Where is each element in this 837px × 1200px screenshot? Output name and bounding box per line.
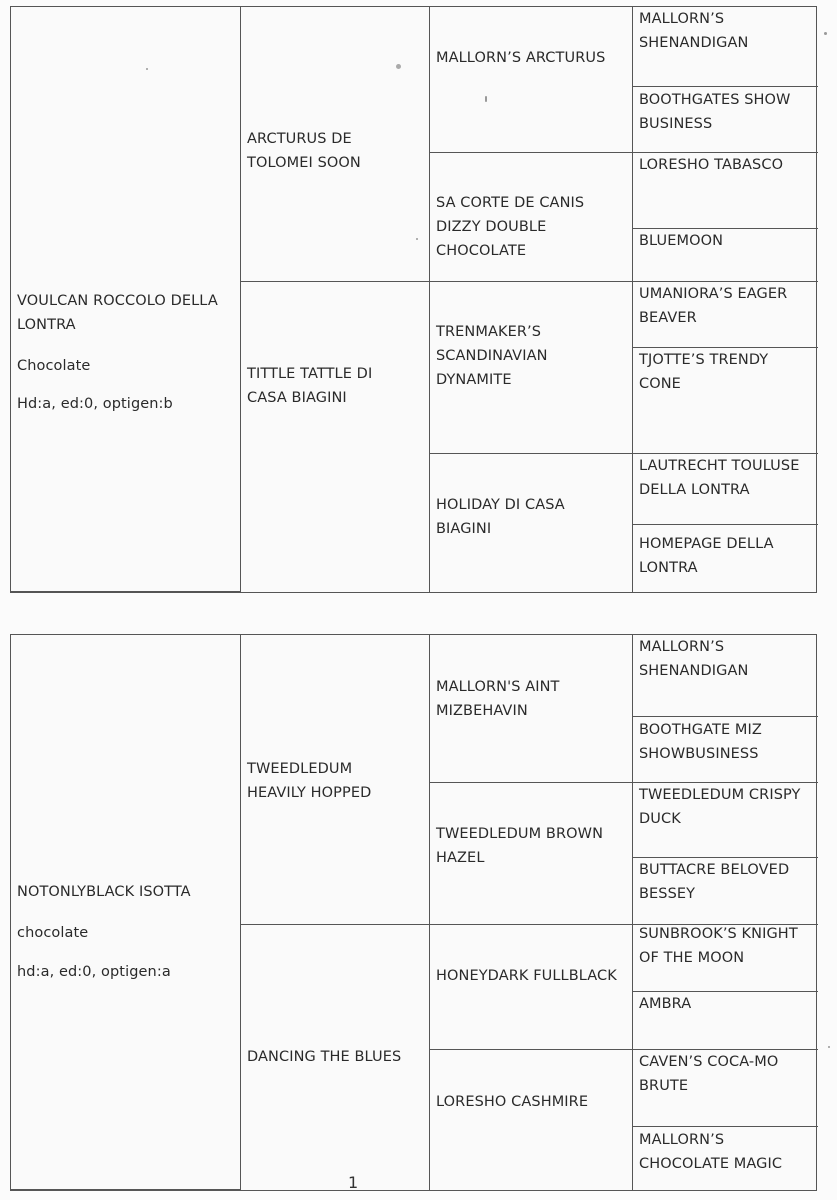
great-grandparent-name: TWEEDLEDUM CRISPY DUCK bbox=[639, 787, 801, 827]
subject-health: hd:a, ed:0, optigen:a bbox=[17, 964, 171, 980]
subject-color: Chocolate bbox=[17, 358, 91, 374]
great-grandparent-name: CAVEN’S COCA-MO BRUTE bbox=[639, 1054, 779, 1094]
great-grandparent-cell bbox=[633, 229, 818, 282]
great-grandparent-name: BLUEMOON bbox=[639, 233, 724, 249]
granddam-name: TWEEDLEDUM BROWN HAZEL bbox=[436, 826, 604, 866]
great-grandparent-name: UMANIORA’S EAGER BEAVER bbox=[639, 286, 788, 326]
great-grandparent-cell bbox=[633, 282, 818, 348]
grandsire-cell bbox=[430, 925, 633, 1050]
granddam-cell bbox=[430, 1050, 633, 1190]
sire-name: TWEEDLEDUM HEAVILY HOPPED bbox=[247, 761, 372, 801]
great-grandparent-name: MALLORN’S SHENANDIGAN bbox=[639, 639, 749, 679]
scan-speck bbox=[824, 32, 827, 35]
great-grandparent-name: BOOTHGATES SHOW BUSINESS bbox=[639, 92, 791, 132]
great-grandparent-name: AMBRA bbox=[639, 996, 692, 1012]
dam-cell bbox=[241, 925, 430, 1190]
great-grandparent-name: HOMEPAGE DELLA LONTRA bbox=[639, 536, 774, 576]
great-grandparent-name: MALLORN’S SHENANDIGAN bbox=[639, 11, 749, 51]
pedigree-table-1 bbox=[10, 6, 817, 593]
scan-speck bbox=[416, 238, 418, 240]
great-grandparent-name: MALLORN’S CHOCOLATE MAGIC bbox=[639, 1132, 783, 1172]
grandsire-cell bbox=[430, 282, 633, 454]
grandsire-name: HONEYDARK FULLBLACK bbox=[436, 968, 617, 984]
great-grandparent-name: BOOTHGATE MIZ SHOWBUSINESS bbox=[639, 722, 762, 762]
sire-name: ARCTURUS DE TOLOMEI SOON bbox=[247, 131, 361, 171]
great-grandparent-cell bbox=[633, 858, 818, 925]
great-grandparent-cell bbox=[633, 348, 818, 454]
scan-speck bbox=[485, 96, 487, 102]
granddam-name: HOLIDAY DI CASA BIAGINI bbox=[436, 497, 565, 537]
great-grandparent-cell bbox=[633, 87, 818, 153]
page-number: 1 bbox=[348, 1173, 359, 1192]
granddam-cell bbox=[430, 783, 633, 925]
scan-speck bbox=[146, 68, 148, 70]
dam-cell bbox=[241, 282, 430, 592]
grandsire-cell bbox=[430, 635, 633, 783]
granddam-name: SA CORTE DE CANIS DIZZY DOUBLE CHOCOLATE bbox=[436, 195, 585, 259]
sire-cell bbox=[241, 7, 430, 282]
subject-name: VOULCAN ROCCOLO DELLA LONTRA bbox=[17, 293, 218, 333]
subject-name: NOTONLYBLACK ISOTTA bbox=[17, 884, 191, 900]
great-grandparent-cell bbox=[633, 454, 818, 525]
great-grandparent-name: LAUTRECHT TOULUSE DELLA LONTRA bbox=[639, 458, 800, 498]
great-grandparent-cell bbox=[633, 7, 818, 87]
great-grandparent-name: BUTTACRE BELOVED BESSEY bbox=[639, 862, 790, 902]
grandsire-name: MALLORN'S AINT MIZBEHAVIN bbox=[436, 679, 560, 719]
dam-name: TITTLE TATTLE DI CASA BIAGINI bbox=[247, 366, 373, 406]
great-grandparent-cell bbox=[633, 992, 818, 1050]
grandsire-cell bbox=[430, 7, 633, 153]
subject-cell bbox=[11, 635, 241, 1190]
scan-speck bbox=[828, 1046, 830, 1048]
great-grandparent-name: TJOTTE’S TRENDY CONE bbox=[639, 352, 769, 392]
great-grandparent-cell bbox=[633, 635, 818, 717]
granddam-name: LORESHO CASHMIRE bbox=[436, 1094, 589, 1110]
subject-health: Hd:a, ed:0, optigen:b bbox=[17, 396, 173, 412]
great-grandparent-cell bbox=[633, 783, 818, 858]
great-grandparent-name: SUNBROOK’S KNIGHT OF THE MOON bbox=[639, 926, 798, 966]
subject-cell bbox=[11, 7, 241, 592]
dam-name: DANCING THE BLUES bbox=[247, 1049, 402, 1065]
great-grandparent-cell bbox=[633, 525, 818, 592]
great-grandparent-cell bbox=[633, 153, 818, 229]
scan-speck bbox=[396, 64, 401, 69]
great-grandparent-cell bbox=[633, 717, 818, 783]
grandsire-name: MALLORN’S ARCTURUS bbox=[436, 50, 606, 66]
sire-cell bbox=[241, 635, 430, 925]
pedigree-table-2 bbox=[10, 634, 817, 1191]
grandsire-name: TRENMAKER’S SCANDINAVIAN DYNAMITE bbox=[436, 324, 548, 388]
great-grandparent-cell bbox=[633, 1050, 818, 1127]
great-grandparent-cell bbox=[633, 1127, 818, 1190]
granddam-cell bbox=[430, 454, 633, 592]
great-grandparent-cell bbox=[633, 925, 818, 992]
subject-color: chocolate bbox=[17, 925, 89, 941]
great-grandparent-name: LORESHO TABASCO bbox=[639, 157, 784, 173]
granddam-cell bbox=[430, 153, 633, 282]
